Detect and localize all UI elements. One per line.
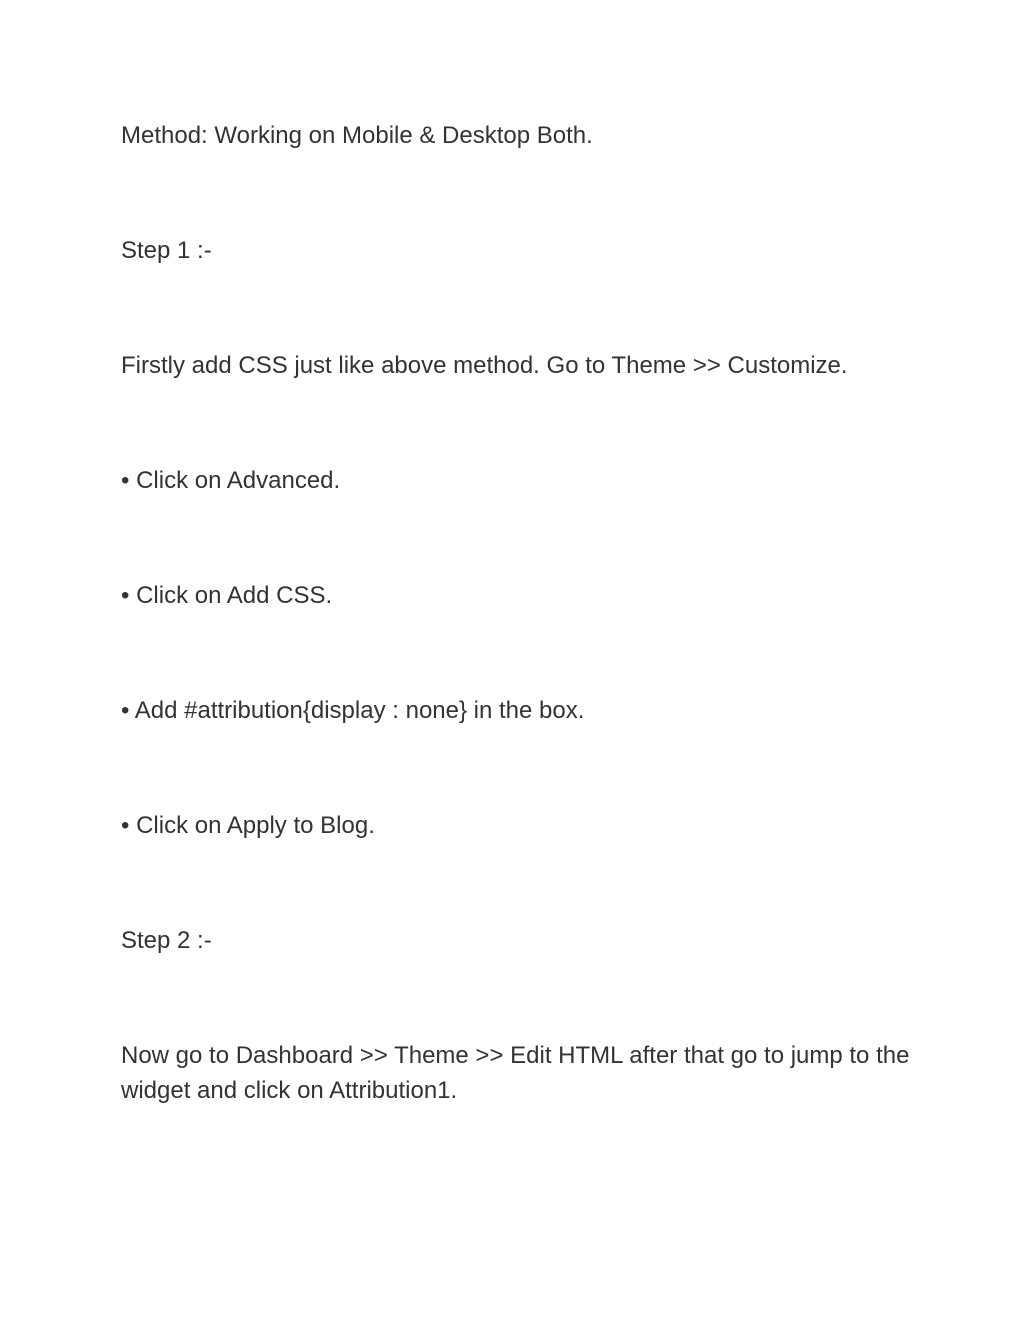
bullet-item-add-css: • Click on Add CSS. — [121, 582, 333, 609]
step-1-intro: Firstly add CSS just like above method. Go to Theme >> Customize. — [121, 352, 848, 379]
method-heading: Method: Working on Mobile & Desktop Both. — [121, 122, 593, 149]
bullet-item-attribution-css: • Add #attribution{display : none} in the box. — [121, 697, 585, 724]
step-1-heading: Step 1 :- — [121, 237, 212, 264]
step-2-instructions: Now go to Dashboard >> Theme >> Edit HTML after that go to jump to the widget and click on Attribution1. — [121, 1042, 917, 1104]
bullet-item-advanced: • Click on Advanced. — [121, 467, 341, 494]
bullet-item-apply-to-blog: • Click on Apply to Blog. — [121, 812, 375, 839]
step-2-heading: Step 2 :- — [121, 927, 212, 954]
